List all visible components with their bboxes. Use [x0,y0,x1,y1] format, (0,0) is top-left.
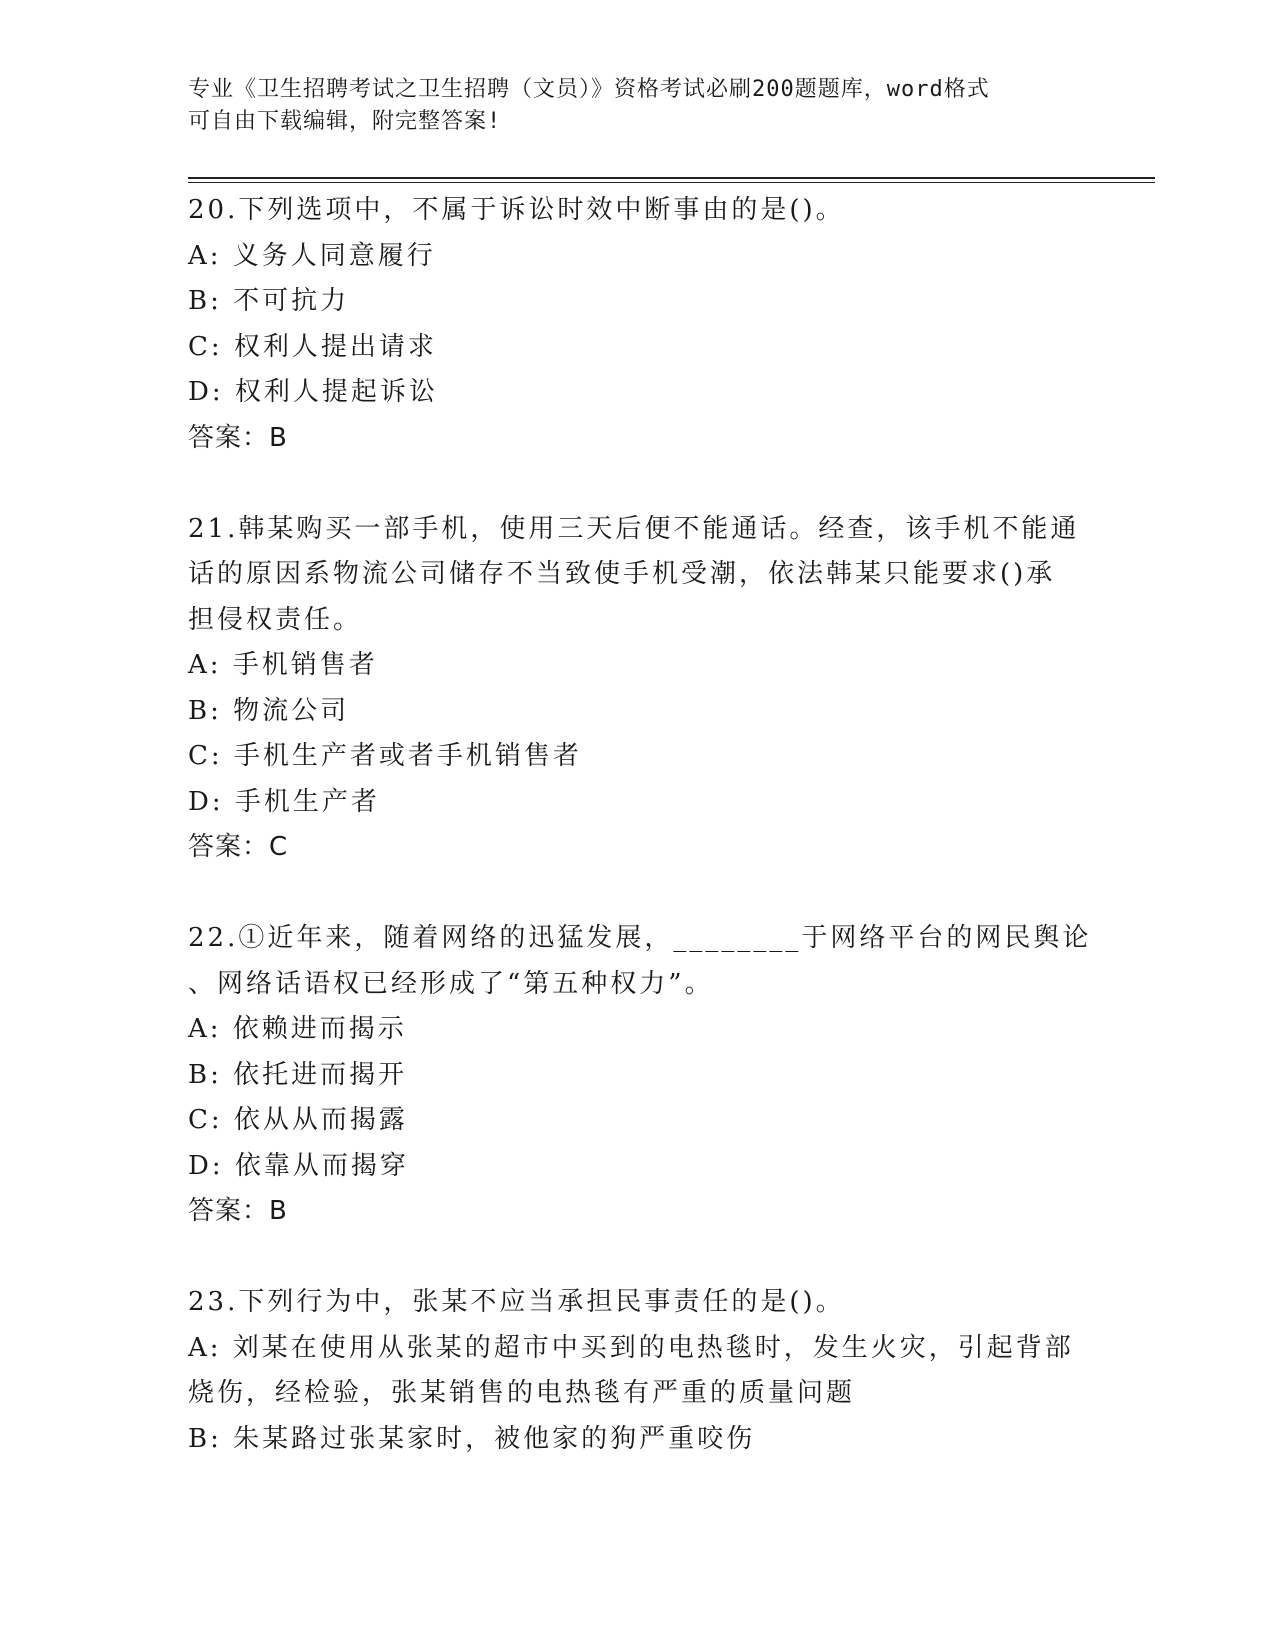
question-text: 话的原因系物流公司储存不当致使手机受潮，依法韩某只能要求()承 [188,559,1056,589]
option-a: A: 手机销售者 [188,650,378,680]
question-spacer [188,461,1088,507]
option-c: C: 权利人提出请求 [188,331,437,362]
question-20 [188,188,1088,461]
option-b: B: 不可抗力 [188,286,350,316]
option-d: D: 依靠从而揭穿 [188,1150,409,1181]
option-b: B: 朱某路过张某家时，被他家的狗严重咬伤 [188,1423,756,1454]
header-line-2: 可自由下载编辑，附完整答案! [188,109,502,134]
option-a: A: 依赖进而揭示 [188,1014,407,1044]
question-text: 20.下列选项中，不属于诉讼时效中断事由的是()。 [188,195,845,225]
option-d: D: 权利人提起诉讼 [188,377,438,407]
option-d: D: 手机生产者 [188,786,380,817]
document-header [188,74,1068,138]
question-spacer [188,1235,1088,1281]
option-c: C: 依从从而揭露 [188,1105,408,1135]
question-list [188,188,1092,1462]
question-21 [188,507,1088,871]
question-text: 23.下列行为中，张某不应当承担民事责任的是()。 [188,1287,845,1317]
question-text: 担侵权责任。 [188,604,363,635]
header-rule-thin [188,182,1155,183]
answer: 答案：B [188,422,288,453]
option-c: C: 手机生产者或者手机销售者 [188,741,582,771]
option-b: B: 依托进而揭开 [188,1059,408,1090]
question-spacer [188,871,1088,917]
option-a: A: 义务人同意履行 [188,240,436,271]
option-b: B: 物流公司 [188,695,350,726]
option-a-continued: 烧伤，经检验，张某销售的电热毯有严重的质量问题 [188,1378,856,1408]
question-text: 21.韩某购买一部手机，使用三天后便不能通话。经查，该手机不能通 [188,513,1080,544]
answer: 答案：B [188,1196,288,1226]
option-a: A: 刘某在使用从张某的超市中买到的电热毯时，发生火灾，引起背部 [188,1332,1074,1363]
question-text: 、网络话语权已经形成了“第五种权力”。 [188,968,714,999]
answer: 答案：C [188,832,289,862]
question-text: 22.①近年来，随着网络的迅猛发展，________于网络平台的网民舆论 [188,923,1092,953]
question-23 [188,1280,1088,1462]
header-line-1: 专业《卫生招聘考试之卫生招聘（文员）》资格考试必刷200题题库，word格式 [188,77,990,102]
question-22 [188,916,1092,1235]
header-rule-thick [188,177,1155,179]
